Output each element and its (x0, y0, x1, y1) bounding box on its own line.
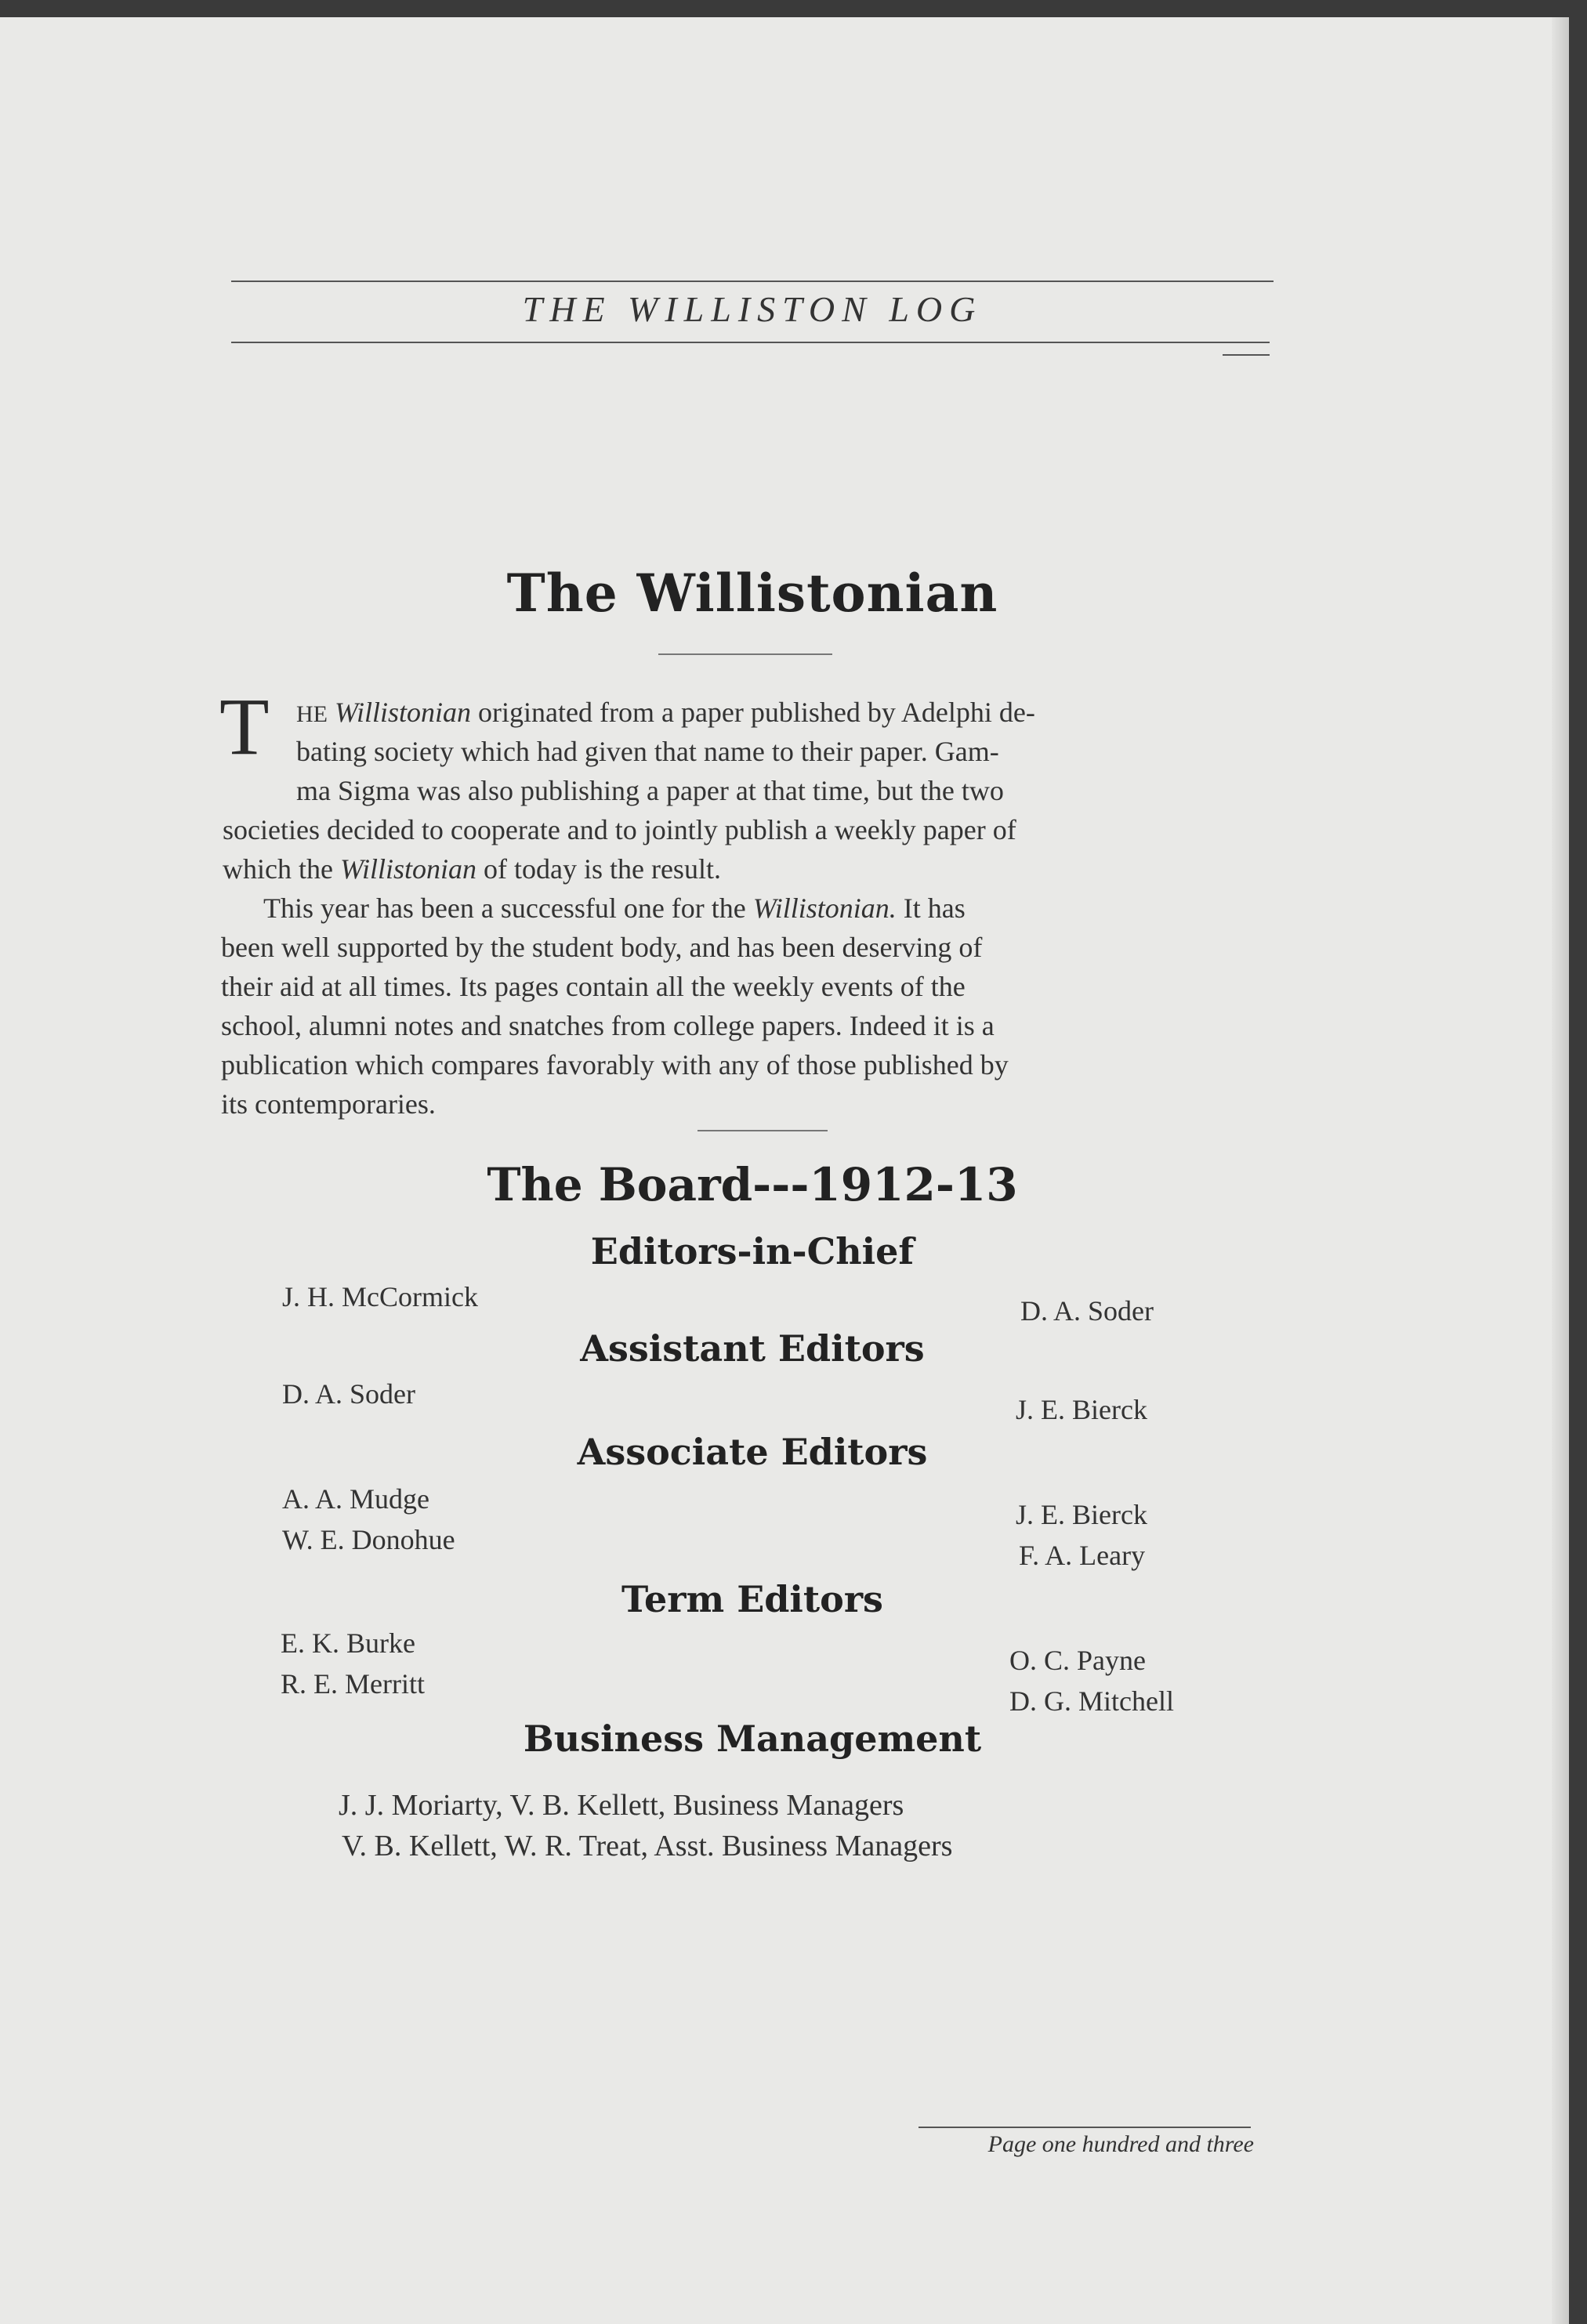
running-head: THE WILLISTON LOG (522, 289, 983, 329)
assistant-editor-right: J. E. Bierck (1016, 1394, 1147, 1425)
header-top-rule (231, 281, 1274, 282)
business-management-heading: Business Management (523, 1718, 982, 1760)
para2-line-1-tail: It has (903, 892, 966, 924)
intro-line-5-tail: of today is the result. (484, 853, 721, 885)
term-editors-heading: Term Editors (621, 1578, 883, 1620)
header-rule-stub (1223, 354, 1270, 356)
intro-line-3: ma Sigma was also publishing a paper at that time, but the two (296, 775, 1004, 806)
board-divider (697, 1130, 828, 1131)
para2-line-5: publication which compares favorably with any of those published by (221, 1049, 1009, 1081)
intro-line-5 (223, 849, 1268, 889)
intro-italic-name: Willistonian (335, 697, 472, 728)
title-divider (658, 653, 832, 655)
footer-rule (919, 2127, 1251, 2128)
intro-line-4: societies decided to cooperate and to jointly publish a weekly paper of (223, 814, 1016, 845)
para2-line-6: its contemporaries. (221, 1088, 436, 1120)
intro-line-1-start: HE (296, 701, 328, 727)
associate-editor-right-1: J. E. Bierck (1016, 1499, 1147, 1530)
header-bottom-rule (231, 342, 1270, 343)
term-editor-right-2: D. G. Mitchell (1009, 1685, 1174, 1717)
page-title: The Willistonian (506, 563, 998, 624)
editor-in-chief-left: J. H. McCormick (282, 1281, 478, 1312)
para2-line-1 (263, 889, 1268, 928)
associate-editors-heading: Associate Editors (577, 1431, 928, 1473)
board-title: The Board---1912-13 (487, 1158, 1018, 1211)
term-editor-right-1: O. C. Payne (1009, 1645, 1146, 1676)
assistant-editor-left: D. A. Soder (282, 1378, 415, 1410)
editors-in-chief-heading: Editors-in-Chief (590, 1230, 915, 1272)
associate-editor-right-2: F. A. Leary (1019, 1540, 1146, 1571)
intro-line-5-start: which the (223, 853, 333, 885)
associate-editor-left-2: W. E. Donohue (282, 1524, 455, 1555)
intro-line-1-tail: originated from a paper published by Adelphi de- (478, 697, 1035, 728)
associate-editor-left-1: A. A. Mudge (282, 1483, 429, 1515)
term-editor-left-1: E. K. Burke (281, 1627, 415, 1659)
intro-line-2: bating society which had given that name to their paper. Gam- (296, 736, 999, 767)
intro-line-1 (296, 693, 1268, 734)
para2-italic-name: Willistonian. (752, 892, 897, 924)
business-managers-line: J. J. Moriarty, V. B. Kellett, Business Managers (339, 1789, 904, 1822)
para2-line-1-start: This year has been a successful one for the (263, 892, 746, 924)
asst-business-managers-line: V. B. Kellett, W. R. Treat, Asst. Business Managers (342, 1830, 953, 1862)
page-footer: Page one hundred and three (987, 2131, 1254, 2157)
assistant-editors-heading: Assistant Editors (580, 1327, 925, 1370)
para2-line-4: school, alumni notes and snatches from college papers. Indeed it is a (221, 1010, 995, 1041)
editor-in-chief-right: D. A. Soder (1020, 1295, 1154, 1327)
drop-cap: T (219, 682, 270, 772)
para2-line-3: their aid at all times. Its pages contain all the weekly events of the (221, 971, 966, 1002)
term-editor-left-2: R. E. Merritt (281, 1668, 425, 1700)
para2-line-2: been well supported by the student body, and has been deserving of (221, 932, 983, 963)
intro-italic-name-2: Willistonian (339, 853, 476, 885)
page-edge (1552, 17, 1569, 2324)
